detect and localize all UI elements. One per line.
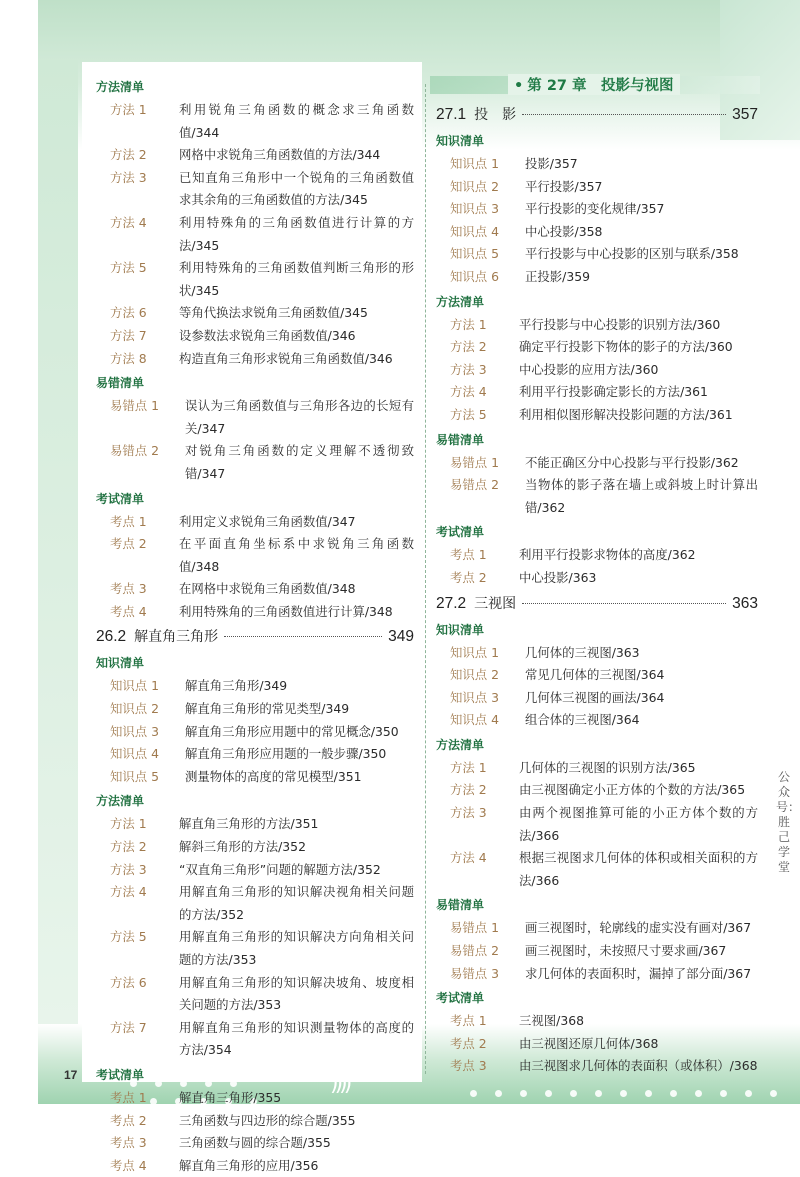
toc-entry[interactable]: [436, 687, 758, 710]
toc-entry[interactable]: [96, 348, 414, 371]
entry-text: 利用特殊角的三角函数值进行计算的方法/345: [179, 214, 414, 253]
footer-dots-right: [470, 1090, 777, 1097]
entry-label: 方法 4: [450, 384, 487, 400]
toc-entry[interactable]: [96, 302, 414, 325]
category-heading: 易错清单: [436, 432, 485, 447]
entry-label: 知识点 5: [110, 768, 159, 784]
entry-label: 考点 1: [450, 547, 487, 563]
section-heading[interactable]: [96, 624, 414, 650]
entry-label: 知识点 4: [110, 746, 159, 762]
entry-text: 用解直角三角形的知识解决方向角相关问题的方法/353: [179, 929, 414, 967]
entry-text: 组合体的三视图/364: [525, 712, 640, 728]
entry-text: 不能正确区分中心投影与平行投影/362: [525, 454, 739, 470]
entry-label: 易错点 1: [450, 920, 499, 936]
entry-label: 知识点 5: [450, 246, 499, 262]
entry-text: 平行投影/357: [525, 178, 603, 194]
toc-entry[interactable]: [436, 779, 758, 802]
category-heading: 知识清单: [96, 656, 145, 671]
entry-text: 解直角三角形的方法/351: [179, 816, 319, 832]
entry-label: 方法 1: [110, 816, 147, 832]
chapter-title: 第 27 章 投影与视图: [527, 78, 674, 94]
entry-label: 考点 4: [110, 1157, 147, 1173]
section-heading[interactable]: [436, 102, 758, 128]
toc-entry[interactable]: [436, 153, 758, 176]
entry-label: 知识点 2: [450, 667, 499, 683]
entry-text: 中心投影/358: [525, 223, 603, 239]
category-heading: 方法清单: [96, 80, 145, 94]
entry-label: 知识点 1: [110, 678, 159, 694]
entry-label: 知识点 3: [110, 723, 159, 739]
toc-entry[interactable]: [436, 336, 758, 359]
entry-label: 考点 3: [110, 581, 147, 597]
side-watermark-label: 公众号：胜己学堂: [776, 770, 800, 874]
category-heading: 考试清单: [436, 525, 485, 540]
entry-label: 方法 2: [450, 339, 487, 355]
toc-entry[interactable]: [436, 802, 758, 847]
entry-text: 当物体的影子落在墙上或斜坡上时计算出错/362: [525, 477, 758, 515]
left-margin-strip: [38, 60, 78, 1070]
entry-text: 在平面直角坐标系中求锐角三角函数值/348: [179, 536, 414, 574]
entry-label: 方法 5: [110, 260, 147, 276]
entry-text: 对锐角三角函数的定义理解不透彻致错/347: [185, 443, 414, 481]
entry-label: 易错点 1: [110, 398, 159, 414]
toc-entry[interactable]: [436, 1010, 758, 1033]
entry-label: 方法 7: [110, 327, 147, 343]
entry-text: 利用相似图形解决投影问题的方法/361: [519, 406, 733, 422]
entry-text: 几何体的三视图/363: [525, 644, 640, 660]
entry-label: 知识点 2: [110, 701, 159, 717]
toc-entry[interactable]: [96, 1155, 414, 1177]
entry-text: “双直角三角形”问题的解题方法/352: [179, 861, 381, 877]
section-page: 349: [388, 628, 414, 646]
entry-label: 方法 8: [110, 350, 147, 366]
entry-label: 方法 6: [110, 305, 147, 321]
bullet-icon: •: [514, 78, 524, 94]
toc-entry[interactable]: [436, 176, 758, 199]
section-number: 26.2: [96, 628, 127, 646]
toc-entry[interactable]: [436, 940, 758, 963]
entry-label: 易错点 1: [450, 454, 499, 470]
toc-entry[interactable]: [436, 709, 758, 732]
entry-label: 方法 3: [110, 861, 147, 877]
entry-text: 用解直角三角形的知识解决坡角、坡度相关问题的方法/353: [179, 974, 414, 1013]
toc-entry[interactable]: [436, 452, 758, 475]
entry-text: 平行投影与中心投影的区别与联系/358: [525, 246, 739, 262]
entry-label: 知识点 6: [450, 268, 499, 284]
category-heading: 易错清单: [436, 898, 485, 913]
section-page: 363: [732, 594, 758, 612]
entry-text: 设参数法求锐角三角函数值/346: [179, 327, 356, 343]
entry-text: 平行投影的变化规律/357: [525, 201, 665, 217]
entry-text: 解直角三角形应用题的一般步骤/350: [185, 746, 387, 762]
entry-text: 常见几何体的三视图/364: [525, 667, 665, 683]
entry-text: 利用定义求锐角三角函数值/347: [179, 513, 356, 529]
entry-text: 确定平行投影下物体的影子的方法/360: [519, 339, 733, 355]
toc-entry[interactable]: [436, 243, 758, 266]
category-heading: 易错清单: [96, 376, 145, 391]
entry-label: 考点 4: [110, 603, 147, 619]
entry-text: 三视图/368: [519, 1013, 584, 1029]
entry-label: 知识点 1: [450, 156, 499, 171]
entry-label: 方法 2: [110, 147, 147, 163]
toc-entry[interactable]: [436, 198, 758, 221]
entry-text: 正投影/359: [525, 268, 590, 284]
entry-label: 知识点 4: [450, 223, 499, 239]
entry-text: 已知直角三角形中一个锐角的三角函数值求其余角的三角函数值的方法/345: [179, 169, 414, 208]
entry-text: 用解直角三角形的知识解决视角相关问题的方法/352: [179, 884, 414, 922]
entry-text: 解直角三角形的常见类型/349: [185, 701, 350, 717]
entry-text: 几何体的三视图的识别方法/365: [519, 759, 696, 775]
toc-left-column: [96, 74, 414, 1177]
toc-entry[interactable]: [96, 395, 414, 440]
toc-entry[interactable]: [96, 698, 414, 721]
toc-entry[interactable]: [436, 314, 758, 337]
toc-entry[interactable]: [96, 601, 414, 624]
entry-label: 考点 1: [110, 1089, 147, 1105]
entry-text: 解直角三角形的应用/356: [179, 1157, 319, 1173]
dot-leader: [522, 603, 726, 604]
category-heading: 方法清单: [436, 294, 485, 309]
section-title: 投 影: [474, 107, 517, 123]
toc-entry[interactable]: [96, 144, 414, 167]
toc-entry[interactable]: [436, 266, 758, 289]
toc-entry[interactable]: [436, 474, 758, 519]
entry-label: 考点 3: [110, 1135, 147, 1151]
category-heading: 方法清单: [436, 737, 485, 752]
entry-text: 三角函数与圆的综合题/355: [179, 1135, 331, 1151]
toc-entry[interactable]: [96, 1017, 414, 1062]
entry-text: 利用特殊角的三角函数值判断三角形的形状/345: [179, 260, 414, 298]
toc-entry[interactable]: [436, 963, 758, 986]
entry-text: 利用平行投影确定影长的方法/361: [519, 384, 708, 400]
entry-text: 在网格中求锐角三角函数值/348: [179, 581, 356, 597]
toc-entry[interactable]: [96, 972, 414, 1017]
entry-label: 考点 2: [110, 1112, 147, 1128]
entry-text: 等角代换法求锐角三角函数值/345: [179, 305, 368, 321]
toc-entry[interactable]: [436, 381, 758, 404]
toc-entry[interactable]: [96, 926, 414, 971]
entry-text: 利用平行投影求物体的高度/362: [519, 547, 696, 563]
entry-label: 易错点 2: [450, 477, 499, 493]
toc-entry[interactable]: [436, 567, 758, 590]
entry-text: 网格中求锐角三角函数值的方法/344: [179, 147, 381, 163]
entry-text: 解直角三角形应用题中的常见概念/350: [185, 723, 399, 739]
entry-label: 方法 3: [450, 805, 487, 821]
toc-entry[interactable]: [436, 544, 758, 567]
toc-entry[interactable]: [96, 743, 414, 766]
entry-label: 方法 2: [450, 782, 487, 798]
entry-label: 考点 2: [450, 569, 487, 585]
entry-text: 投影/357: [525, 156, 578, 171]
dot-leader: [224, 636, 382, 637]
toc-entry[interactable]: [96, 675, 414, 698]
entry-text: 利用特殊角的三角函数值进行计算/348: [179, 603, 393, 619]
entry-label: 考点 1: [450, 1013, 487, 1029]
toc-entry[interactable]: [96, 813, 414, 836]
entry-text: 测量物体的高度的常见模型/351: [185, 768, 362, 784]
toc-right-entries: [436, 102, 758, 1078]
category-heading: 知识清单: [436, 134, 485, 148]
entry-text: 求几何体的表面积时，漏掉了部分面/367: [525, 965, 752, 981]
entry-text: 由三视图确定小正方体的个数的方法/365: [519, 782, 746, 798]
toc-entry[interactable]: [96, 721, 414, 744]
toc-entry[interactable]: [96, 212, 414, 257]
entry-text: 根据三视图求几何体的体积或相关面积的方法/366: [519, 850, 758, 888]
toc-entry[interactable]: [436, 404, 758, 427]
entry-label: 方法 1: [110, 102, 147, 117]
entry-label: 方法 5: [110, 929, 147, 945]
toc-entry[interactable]: [96, 1132, 414, 1155]
entry-text: 中心投影的应用方法/360: [519, 361, 659, 377]
entry-text: 画三视图时，轮廓线的虚实没有画对/367: [525, 920, 752, 936]
entry-label: 易错点 2: [110, 443, 159, 459]
toc-entry[interactable]: [96, 1087, 414, 1110]
entry-text: 解直角三角形/349: [185, 678, 288, 694]
entry-text: 解直角三角形/355: [179, 1089, 282, 1105]
toc-entry[interactable]: [96, 766, 414, 789]
footer-wave-decoration: )))): [330, 1071, 349, 1096]
chapter-heading: [436, 72, 758, 96]
entry-text: 构造直角三角形求锐角三角函数值/346: [179, 350, 393, 366]
toc-entry[interactable]: [436, 1055, 758, 1078]
entry-label: 方法 1: [450, 759, 487, 775]
entry-text: 由三视图求几何体的表面积（或体积）/368: [519, 1058, 758, 1074]
entry-text: 解斜三角形的方法/352: [179, 839, 306, 855]
category-heading: 知识清单: [436, 622, 485, 637]
entry-text: 平行投影与中心投影的识别方法/360: [519, 316, 721, 332]
section-heading[interactable]: [436, 591, 758, 617]
entry-label: 方法 3: [450, 361, 487, 377]
toc-entry[interactable]: [436, 1033, 758, 1056]
entry-label: 方法 6: [110, 974, 147, 990]
toc-entry[interactable]: [96, 533, 414, 578]
toc-entry[interactable]: [96, 511, 414, 534]
toc-entry[interactable]: [96, 167, 414, 212]
toc-entry[interactable]: [436, 221, 758, 244]
entry-label: 易错点 2: [450, 943, 499, 959]
entry-text: 用解直角三角形的知识测量物体的高度的方法/354: [179, 1019, 414, 1058]
toc-entry[interactable]: [436, 917, 758, 940]
entry-label: 考点 2: [110, 536, 147, 552]
entry-text: 由三视图还原几何体/368: [519, 1035, 659, 1051]
entry-label: 易错点 3: [450, 965, 499, 981]
category-heading: 考试清单: [96, 1067, 145, 1082]
entry-text: 三角函数与四边形的综合题/355: [179, 1112, 356, 1128]
entry-label: 考点 1: [110, 513, 147, 529]
entry-label: 知识点 3: [450, 201, 499, 217]
entry-label: 考点 3: [450, 1058, 487, 1074]
entry-label: 方法 4: [110, 214, 147, 230]
entry-label: 知识点 2: [450, 178, 499, 194]
section-title: 三视图: [474, 595, 517, 612]
entry-text: 几何体三视图的画法/364: [525, 689, 665, 705]
entry-label: 知识点 4: [450, 712, 499, 728]
toc-entry[interactable]: [96, 99, 414, 144]
toc-entry[interactable]: [96, 836, 414, 859]
entry-label: 知识点 3: [450, 689, 499, 705]
entry-text: 利用锐角三角函数的概念求三角函数值/344: [179, 102, 414, 140]
toc-entry[interactable]: [96, 325, 414, 348]
entry-label: 方法 5: [450, 406, 487, 422]
section-title: 解直角三角形: [134, 629, 219, 646]
toc-entry[interactable]: [96, 859, 414, 882]
entry-label: 方法 3: [110, 169, 147, 185]
column-divider: [425, 84, 426, 1074]
entry-text: 由两个视图推算可能的小正方体个数的方法/366: [519, 805, 758, 843]
entry-label: 方法 1: [450, 316, 487, 332]
section-number: 27.1: [436, 106, 467, 123]
toc-entry[interactable]: [436, 757, 758, 780]
toc-right-column: [436, 74, 758, 1078]
entry-label: 知识点 1: [450, 644, 499, 660]
toc-entry[interactable]: [96, 257, 414, 302]
toc-entry[interactable]: [436, 359, 758, 382]
toc-entry[interactable]: [96, 440, 414, 485]
entry-label: 方法 7: [110, 1019, 147, 1035]
entry-text: 误认为三角函数值与三角形各边的长短有关/347: [185, 398, 414, 436]
category-heading: 考试清单: [436, 991, 485, 1006]
entry-label: 考点 2: [450, 1035, 487, 1051]
toc-entry[interactable]: [96, 1110, 414, 1133]
category-heading: 方法清单: [96, 794, 145, 809]
entry-label: 方法 4: [110, 884, 147, 900]
toc-entry[interactable]: [96, 881, 414, 926]
entry-text: 画三视图时，未按照尺寸要求画/367: [525, 943, 727, 959]
toc-entry[interactable]: [436, 664, 758, 687]
toc-entry[interactable]: [436, 642, 758, 665]
section-page: 357: [732, 106, 758, 123]
toc-entry[interactable]: [436, 847, 758, 892]
entry-label: 方法 4: [450, 850, 487, 866]
entry-text: 中心投影/363: [519, 569, 597, 585]
entry-label: 方法 2: [110, 839, 147, 855]
dot-leader: [522, 114, 726, 115]
category-heading: 考试清单: [96, 491, 145, 506]
toc-entry[interactable]: [96, 578, 414, 601]
section-number: 27.2: [436, 594, 467, 612]
page-number: 17: [64, 1068, 78, 1082]
